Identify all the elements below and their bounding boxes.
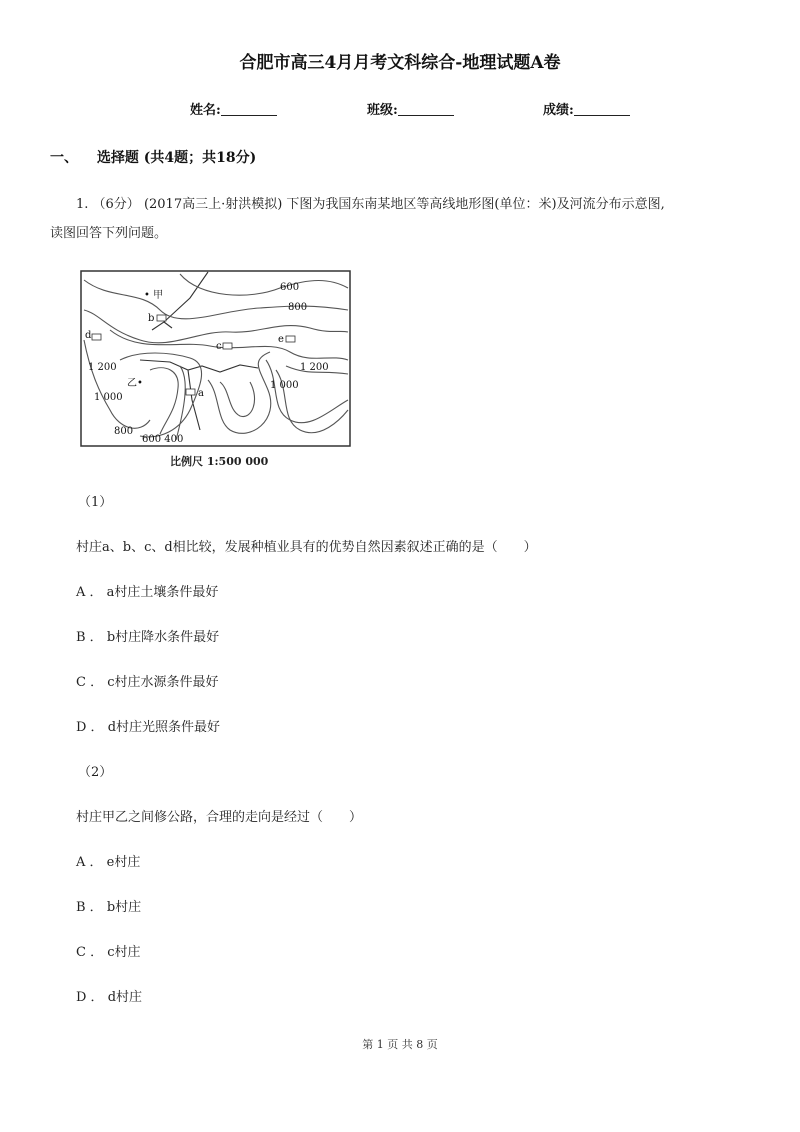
- option-2b[interactable]: B ． b村庄: [76, 900, 142, 915]
- contour-map: [80, 270, 352, 448]
- label-a: a: [198, 388, 204, 399]
- village-d-symbol: [92, 334, 101, 340]
- map-scale: 比例尺 1:500 000: [170, 455, 269, 468]
- class-blank[interactable]: [398, 103, 454, 116]
- label-yi: 乙•: [127, 378, 143, 389]
- class-label: 班级:: [367, 103, 398, 118]
- subquestion-1-stem: 村庄a、b、c、d相比较，发展种植业具有的优势自然因素叙述正确的是（ ）: [76, 540, 537, 555]
- subquestion-1-number: （1）: [78, 495, 113, 510]
- class-field: [367, 99, 454, 118]
- name-blank[interactable]: [221, 103, 277, 116]
- option-1a[interactable]: A ． a村庄土壤条件最好: [76, 585, 219, 600]
- option-2c[interactable]: C ． c村庄: [76, 945, 141, 960]
- option-1b[interactable]: B ． b村庄降水条件最好: [76, 630, 220, 645]
- name-label: 姓名:: [190, 103, 221, 118]
- contour-label-1200-right: 1 200: [300, 362, 329, 373]
- question-1-stem-line1: 1. （6分） (2017高三上·射洪模拟) 下图为我国东南某地区等高线地形图(单位：米)及河流分布示意图,: [76, 197, 665, 212]
- subquestion-2-stem: 村庄甲乙之间修公路，合理的走向是经过（ ）: [76, 810, 363, 825]
- label-c: c: [216, 341, 222, 352]
- village-e-symbol: [286, 336, 295, 342]
- label-b: b: [148, 313, 155, 324]
- label-d: d: [85, 330, 92, 341]
- subquestion-2-number: （2）: [78, 765, 113, 780]
- option-2d[interactable]: D ． d村庄: [76, 990, 143, 1005]
- contour-label-600-400: 600 400: [142, 434, 184, 445]
- village-c-symbol: [223, 343, 232, 349]
- section-heading: [50, 147, 256, 167]
- contour-label-600: 600: [280, 282, 300, 293]
- document-title: 合肥市高三4月月考文科综合-地理试题A卷: [239, 53, 561, 73]
- label-e: e: [278, 334, 284, 345]
- option-2a[interactable]: A ． e村庄: [76, 855, 141, 870]
- question-1-stem-line2: 读图回答下列问题。: [50, 226, 168, 241]
- contour-label-1000-right: 1 000: [270, 380, 299, 391]
- contour-label-800-bottom: 800: [114, 426, 134, 437]
- score-field: [543, 99, 630, 118]
- section-number: 一、: [50, 150, 78, 166]
- section-title: 选择题 (共4题；共18分): [96, 150, 257, 166]
- page-footer: 第 1 页 共 8 页: [362, 1038, 438, 1051]
- option-1c[interactable]: C ． c村庄水源条件最好: [76, 675, 219, 690]
- contour-label-1200-left: 1 200: [88, 362, 117, 373]
- contour-label-1000-left: 1 000: [94, 392, 123, 403]
- name-field: [190, 99, 277, 118]
- label-jia: • 甲: [144, 290, 164, 301]
- score-blank[interactable]: [574, 103, 630, 116]
- village-b-symbol: [157, 315, 166, 321]
- contour-label-800-top: 800: [288, 302, 308, 313]
- option-1d[interactable]: D ． d村庄光照条件最好: [76, 720, 221, 735]
- village-a-symbol: [186, 389, 195, 395]
- score-label: 成绩:: [543, 103, 574, 118]
